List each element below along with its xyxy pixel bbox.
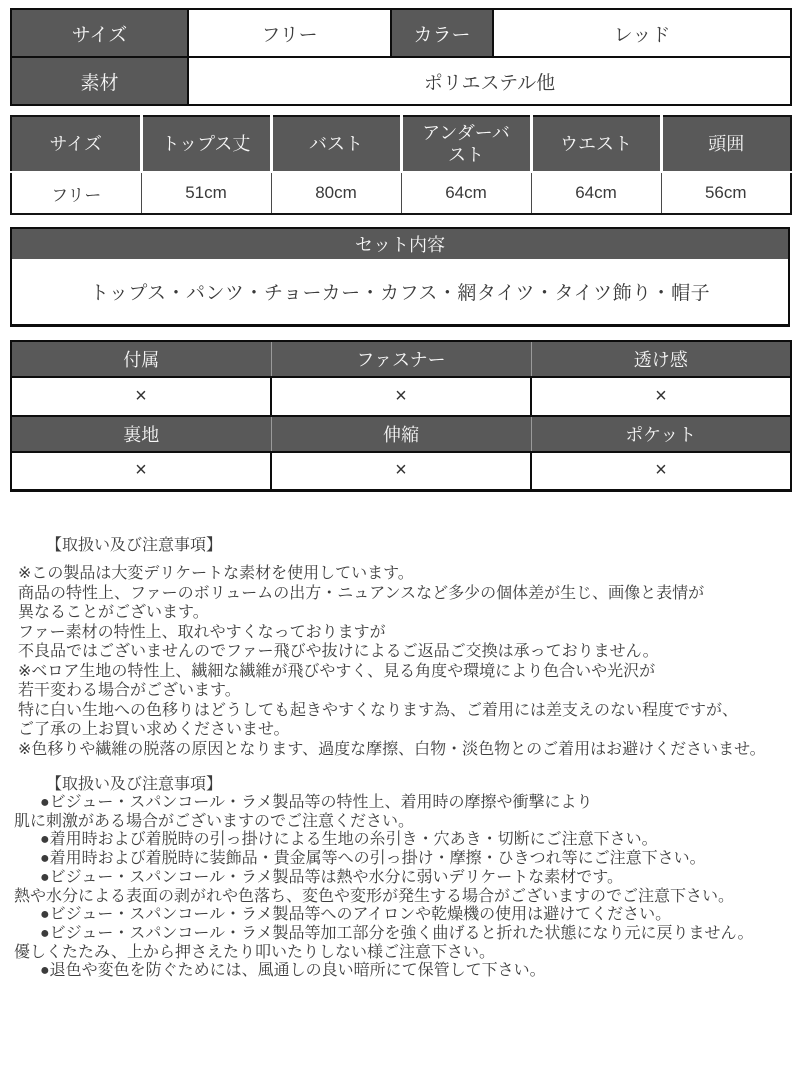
- note-line: ご了承の上お買い求めくださいませ。: [18, 721, 290, 738]
- note-line: 異なることがございます。: [18, 604, 209, 621]
- set-contents-title: セット内容: [11, 228, 789, 259]
- notes-heading: 【取扱い及び注意事項】: [46, 537, 223, 554]
- measurements-table: [10, 115, 792, 215]
- note-line: 商品の特性上、ファーのボリュームの出方・ニュアンスなど多少の個体差が生じ、画像と表情が: [18, 584, 705, 602]
- measure-header-bust: バスト: [271, 116, 401, 172]
- handling-notes-section-2: [10, 775, 790, 981]
- cross-mark: ×: [531, 377, 791, 416]
- attributes-table: [10, 340, 792, 493]
- set-contents-table: [10, 227, 790, 327]
- cross-mark: ×: [271, 452, 531, 491]
- cross-mark: ×: [531, 452, 791, 491]
- note-line: ●退色や変色を防ぐためには、風通しの良い暗所にて保管して下さい。: [40, 962, 546, 980]
- cross-mark: ×: [11, 452, 271, 491]
- cross-mark: ×: [11, 377, 271, 416]
- attr-header-fastener: ファスナー: [271, 341, 531, 377]
- note-line: ●着用時および着脱時の引っ掛けによる生地の糸引き・穴あき・切断にご注意下さい。: [40, 831, 658, 849]
- measure-header-waist: ウエスト: [531, 116, 661, 172]
- measure-header-head: 頭囲: [661, 116, 791, 172]
- measure-value-size: フリー: [11, 172, 141, 214]
- color-header: カラー: [391, 9, 493, 57]
- note-line: 特に白い生地への色移りはどうしても起きやすくなります為、ご着用には差支えのない程度ですが、: [18, 701, 739, 719]
- size-color-material-table: [10, 8, 792, 106]
- note-line: ファー素材の特性上、取れやすくなっておりますが: [18, 623, 386, 641]
- notes-heading: 【取扱い及び注意事項】: [46, 776, 223, 793]
- size-header: サイズ: [11, 9, 188, 57]
- set-contents-items: トップス・パンツ・チョーカー・カフス・網タイツ・タイツ飾り・帽子: [11, 259, 789, 325]
- measure-value-bust: 80cm: [271, 172, 401, 214]
- measure-header-tops-length: トップス丈: [141, 116, 271, 172]
- color-value: レッド: [493, 9, 791, 57]
- note-line: 不良品ではございませんのでファー飛びや抜けによるご返品ご交換は承っておりません。: [18, 643, 659, 660]
- note-line: 熱や水分による表面の剥がれや色落ち、変色や変形が発生する場合がございますのでご注意下さい。: [14, 887, 735, 905]
- attr-header-lining: 裏地: [11, 416, 271, 452]
- material-value: ポリエステル他: [188, 57, 791, 105]
- cross-mark: ×: [271, 377, 531, 416]
- note-line: ※この製品は大変デリケートな素材を使用しています。: [18, 565, 414, 582]
- measure-header-underbust: アンダーバスト: [401, 116, 531, 172]
- size-value: フリー: [188, 9, 391, 57]
- measure-value-underbust: 64cm: [401, 172, 531, 214]
- attr-header-pocket: ポケット: [531, 416, 791, 452]
- note-line: ●ビジュー・スパンコール・ラメ製品等の特性上、着用時の摩擦や衝撃により: [40, 794, 593, 811]
- note-line: ●着用時および着脱時に装飾品・貴金属等への引っ掛け・摩擦・ひきつれ等にご注意下さい。: [40, 850, 706, 868]
- attr-header-stretch: 伸縮: [271, 416, 531, 452]
- measure-value-head: 56cm: [661, 172, 791, 214]
- handling-notes-section-1: [10, 536, 790, 759]
- attr-header-accessory: 付属: [11, 341, 271, 377]
- note-line: ●ビジュー・スパンコール・ラメ製品等へのアイロンや乾燥機の使用は避けてください。: [40, 906, 672, 924]
- note-line: ※ベロア生地の特性上、繊細な繊維が飛びやすく、見る角度や環境により色合いや光沢が: [18, 662, 656, 680]
- attr-header-sheerness: 透け感: [531, 341, 791, 377]
- material-header: 素材: [11, 57, 188, 105]
- table-row: [11, 172, 791, 214]
- measure-value-waist: 64cm: [531, 172, 661, 214]
- note-line: ●ビジュー・スパンコール・ラメ製品等加工部分を強く曲げると折れた状態になり元に戻りません。: [40, 924, 754, 942]
- note-line: ●ビジュー・スパンコール・ラメ製品等は熱や水分に弱いデリケートな素材です。: [40, 868, 623, 886]
- measure-header-size: サイズ: [11, 116, 141, 172]
- measure-value-tops-length: 51cm: [141, 172, 271, 214]
- note-line: 肌に刺激がある場合がございますのでご注意ください。: [14, 812, 415, 830]
- note-line: ※色移りや繊維の脱落の原因となります、過度な摩擦、白物・淡色物とのご着用はお避けくださいませ。: [18, 740, 766, 758]
- note-line: 若干変わる場合がございます。: [18, 682, 241, 699]
- note-line: 優しくたたみ、上から押さえたり叩いたりしない様ご注意下さい。: [14, 943, 495, 961]
